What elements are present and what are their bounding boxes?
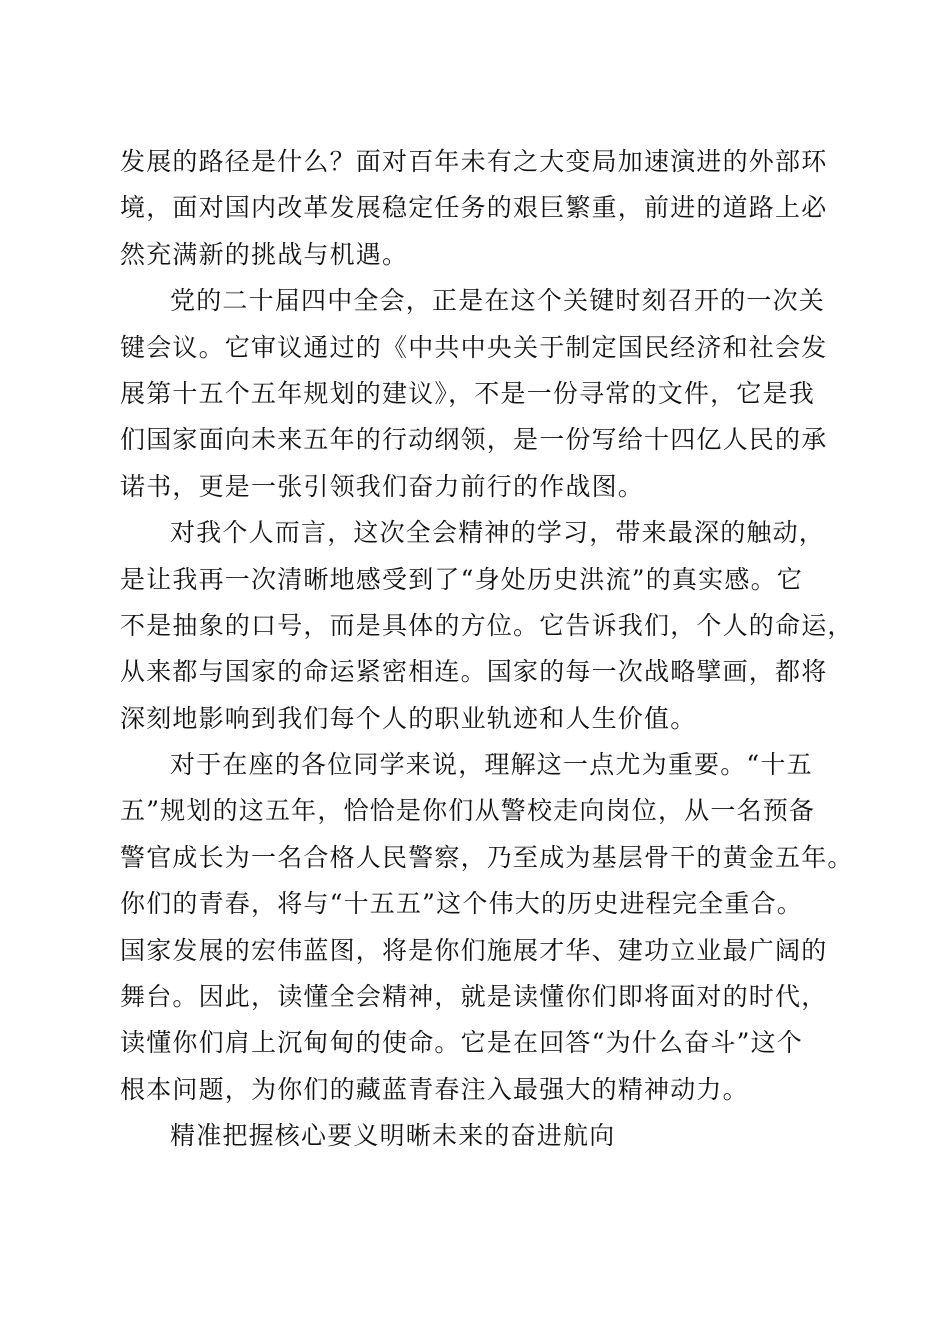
paragraph-personal-reflection	[120, 510, 854, 742]
paragraph-plenary-session	[120, 278, 840, 510]
text-line: 你们的青春，将与“十五五”这个伟大的历史进程完全重合。	[120, 889, 803, 919]
text-line: 警官成长为一名合格人民警察，乃至成为基层骨干的黄金五年。	[120, 842, 854, 872]
paragraph-students-message	[120, 742, 854, 1113]
text-line: 读懂你们肩上沉甸甸的使命。它是在回答“为什么奋斗”这个	[120, 1028, 803, 1058]
text-line: 对我个人而言，这次全会精神的学习，带来最深的触动，	[170, 518, 826, 548]
text-line: 从来都与国家的命运紧密相连。国家的每一次战略擘画，都将	[120, 657, 828, 687]
text-line: 不是抽象的口号，而是具体的方位。它告诉我们，个人的命运，	[120, 610, 854, 640]
text-line: 然充满新的挑战与机遇。	[120, 239, 409, 269]
text-line: 是让我再一次清晰地感受到了“身处历史洪流”的真实感。它	[120, 564, 803, 594]
text-line: 键会议。它审议通过的《中共中央关于制定国民经济和社会发	[120, 332, 828, 362]
paragraph-intro-continuation	[120, 139, 840, 278]
text-line: 对于在座的各位同学来说，理解这一点尤为重要。“十五	[170, 750, 813, 780]
text-line: 五”规划的这五年，恰恰是你们从警校走向岗位，从一名预备	[120, 796, 816, 826]
document-body	[120, 139, 854, 1160]
section-heading-text: 精准把握核心要义明晰未来的奋进航向	[170, 1121, 616, 1151]
text-line: 深刻地影响到我们每个人的职业轨迹和人生价值。	[120, 703, 697, 733]
text-line: 舞台。因此，读懂全会精神，就是读懂你们即将面对的时代，	[120, 982, 828, 1012]
section-heading	[120, 1113, 840, 1159]
text-line: 诺书，更是一张引领我们奋力前行的作战图。	[120, 471, 645, 501]
text-line: 党的二十届四中全会，正是在这个关键时刻召开的一次关	[170, 286, 826, 316]
text-line: 们国家面向未来五年的行动纲领，是一份写给十四亿人民的承	[120, 425, 828, 455]
text-line: 展第十五个五年规划的建议》，不是一份寻常的文件，它是我	[120, 378, 815, 408]
text-line: 根本问题，为你们的藏蓝青春注入最强大的精神动力。	[120, 1074, 749, 1104]
text-line: 发展的路径是什么？面对百年未有之大变局加速演进的外部环	[120, 147, 828, 176]
text-line: 国家发展的宏伟蓝图，将是你们施展才华、建功立业最广阔的	[120, 935, 828, 965]
text-line: 境，面对国内改革发展稳定任务的艰巨繁重，前进的道路上必	[120, 193, 828, 223]
